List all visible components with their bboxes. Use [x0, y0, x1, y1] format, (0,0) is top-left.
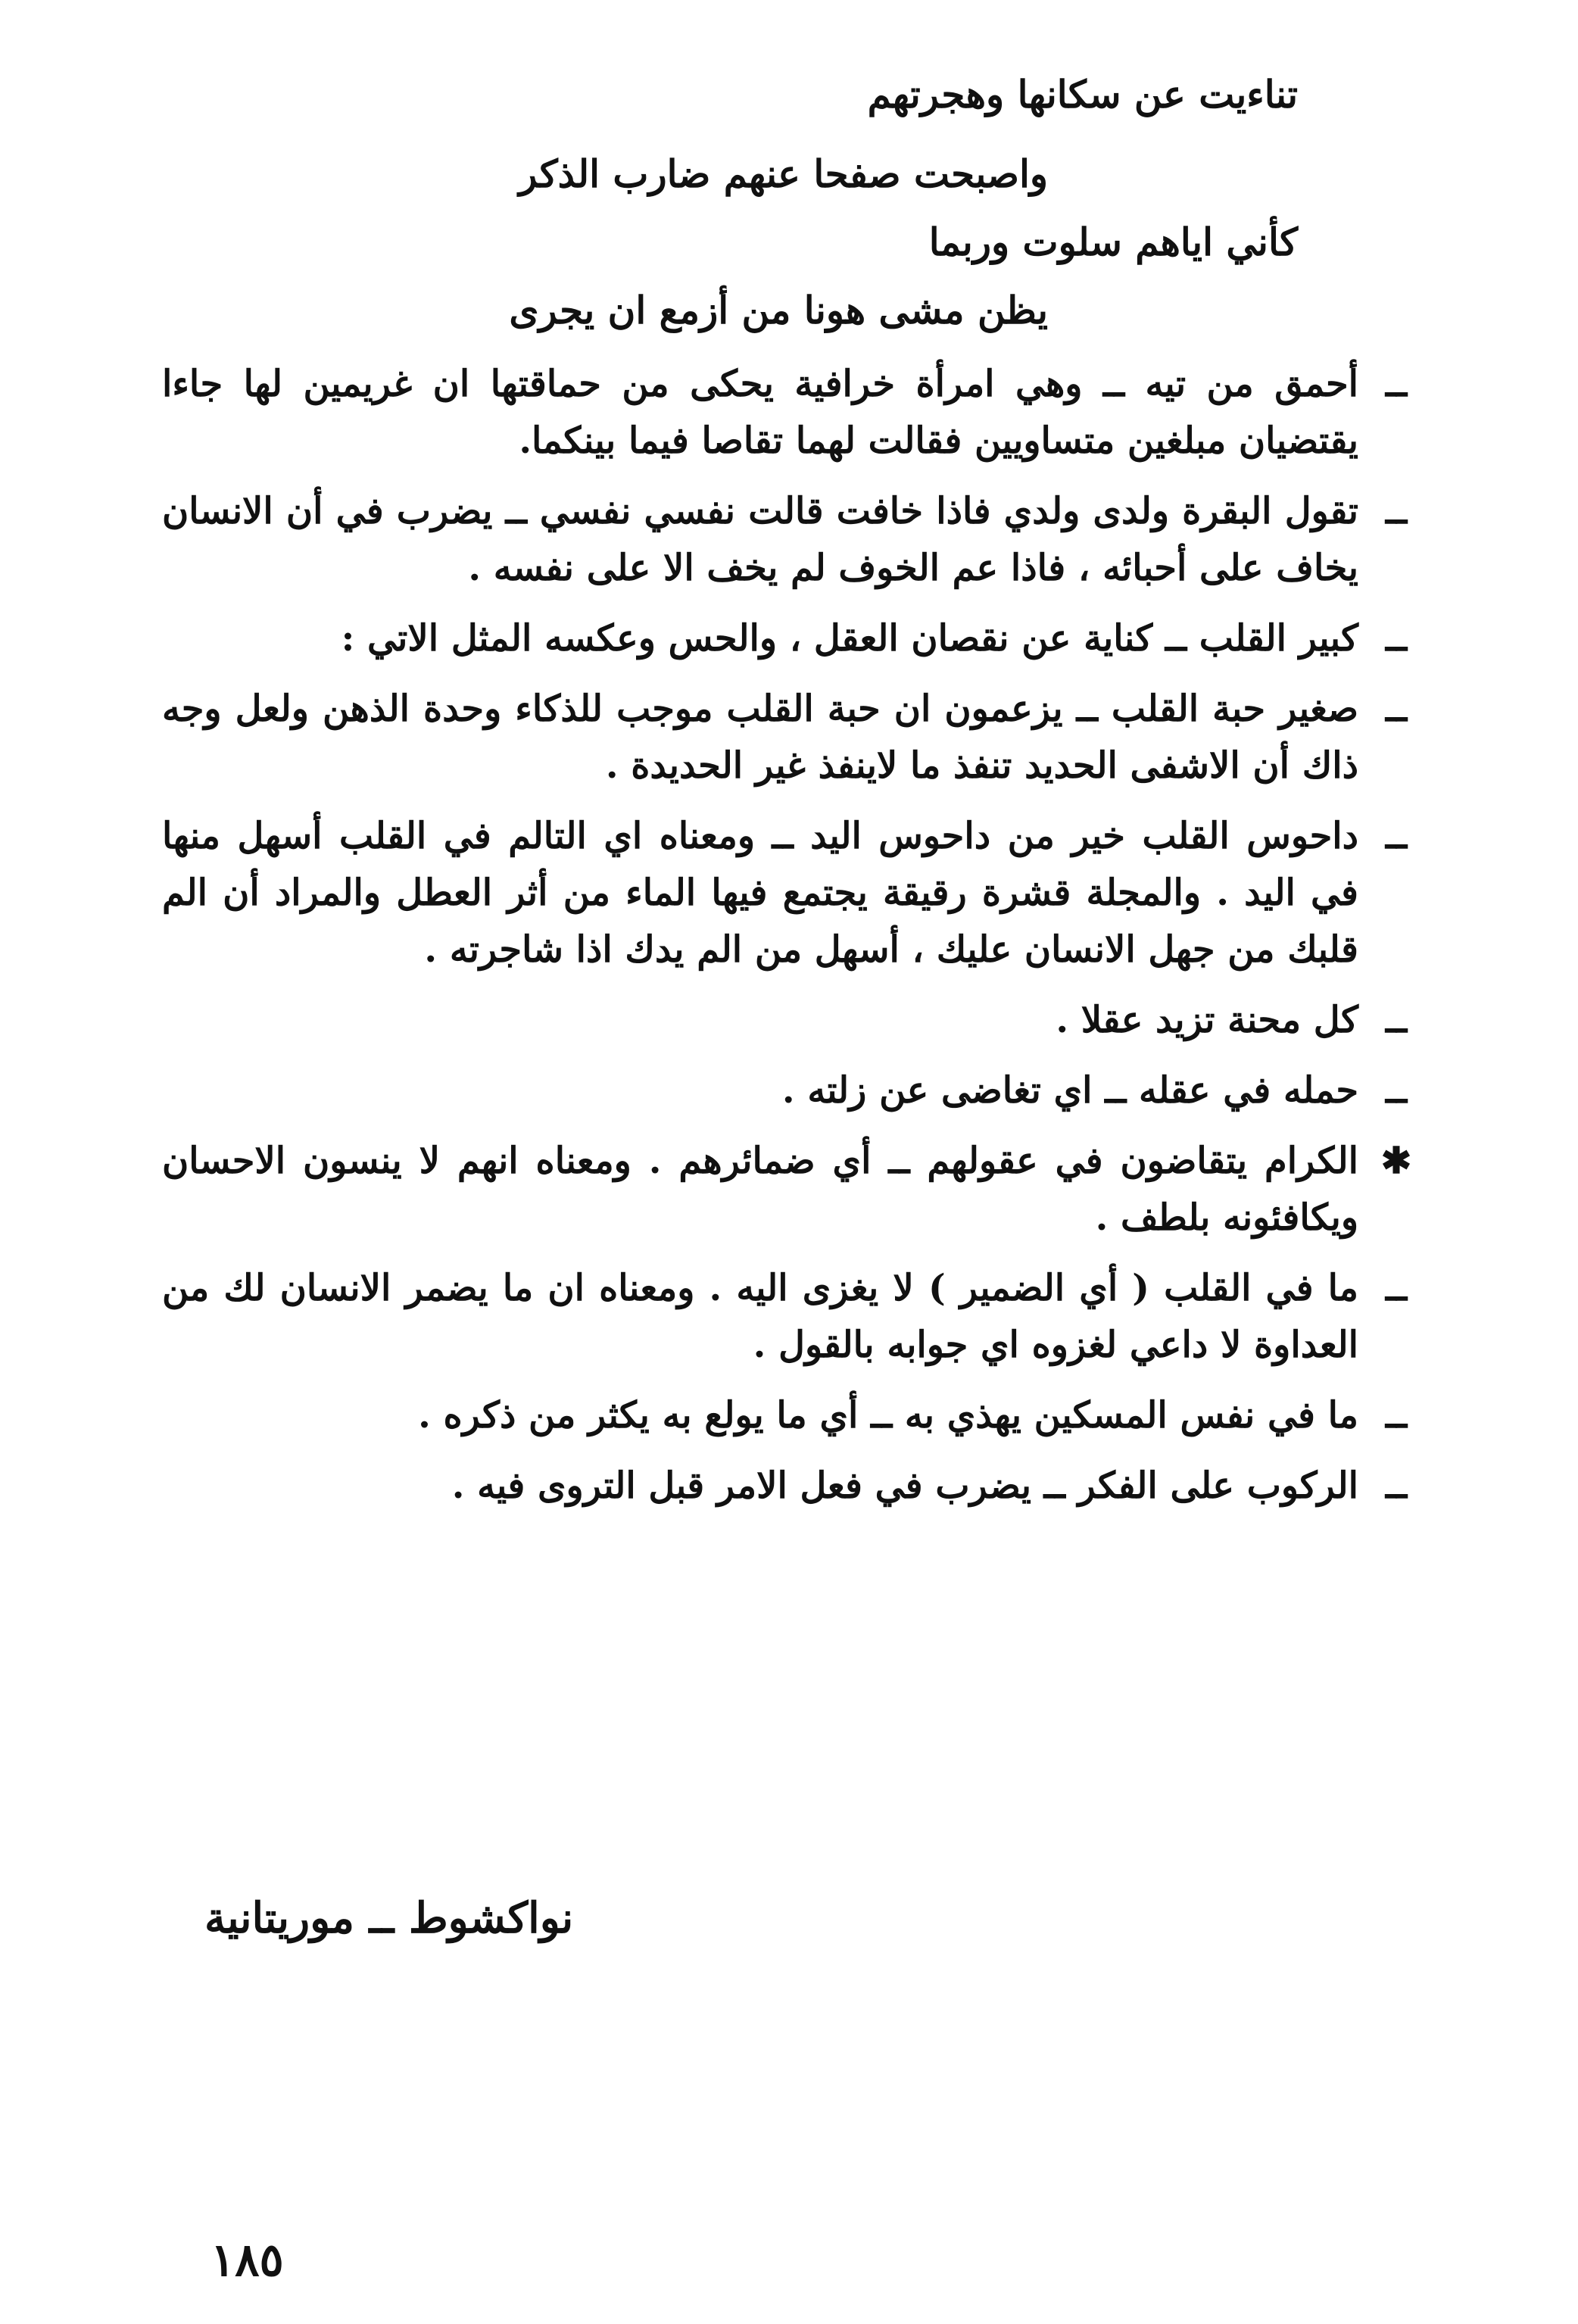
page-number: ١٨٥ [211, 2234, 284, 2287]
entry-text: تقول البقرة ولدى ولدي فاذا خافت قالت نفسي نفسي ــ يضرب في أن الانسان يخاف على أحبائه ، فاذا عم الخوف لم يخف الا على نفسه . [162, 490, 1359, 589]
verse-line-3: كأني اياهم سلوت وربما [928, 220, 1298, 264]
list-item [162, 610, 1419, 667]
entry-text: صغير حبة القلب ــ يزعمون ان حبة القلب موجب للذكاء وحدة الذهن ولعل وجه ذاك أن الاشفى الحديد تنفذ ما لاينفذ غير الحديدة . [162, 688, 1358, 787]
list-item [162, 356, 1419, 469]
verse-line-4: يظن مشى هونا من أزمع ان يجرى [509, 288, 1048, 332]
entry-text: أحمق من تيه ــ وهي امرأة خرافية يحكى من حماقتها ان غريمين لها جاءا يقتضيان مبلغين متساويين فقالت لهما تقاصا فيما بينكما. [162, 363, 1358, 462]
signature-location: نواكشوط ــ موريتانية [204, 1893, 574, 1943]
dash-marker: ــ [1385, 1394, 1408, 1437]
dash-marker: ــ [1385, 815, 1408, 857]
list-item [162, 808, 1419, 978]
dash-marker: ــ [1385, 1069, 1408, 1112]
dash-marker: ــ [1385, 688, 1408, 730]
verse-line-1: تناءيت عن سكانها وهجرتهم [867, 72, 1298, 117]
entry-text: حمله في عقله ــ اي تغاضى عن زلته . [781, 1069, 1358, 1112]
entry-text: داحوس القلب خير من داحوس اليد ــ ومعناه اي التالم في القلب أسهل منها في اليد . والمجلة قشرة رقيقة يجتمع فيها الماء من أثر العطل والمراد أن الم قلبك من جهل الانسان عليك ، أسهل من الم يدك اذا شاجرته . [162, 815, 1358, 971]
verse-line-2: واصبحت صفحا عنهم ضارب الذكر [519, 151, 1048, 196]
list-item [162, 1062, 1419, 1119]
list-item [162, 483, 1419, 597]
list-item [162, 1387, 1419, 1444]
entry-text: الكرام يتقاضون في عقولهم ــ أي ضمائرهم . ومعناه انهم لا ينسون الاحسان ويكافئونه بلطف . [162, 1140, 1358, 1239]
dash-marker: ــ [1385, 1465, 1408, 1507]
dash-marker: ــ [1385, 363, 1408, 405]
list-item [162, 1133, 1419, 1246]
dash-marker: ــ [1385, 490, 1408, 532]
proverb-list [162, 356, 1419, 1528]
dash-marker: ــ [1385, 617, 1408, 660]
asterisk-icon: ✱ [1380, 1140, 1412, 1182]
entry-text: كل محنة تزيد عقلا . [1056, 999, 1358, 1041]
entry-text: كبير القلب ــ كناية عن نقصان العقل ، والحس وعكسه المثل الاتي : [341, 617, 1358, 660]
entry-text: ما في القلب ( أي الضمير ) لا يغزى اليه . ومعناه ان ما يضمر الانسان لك من العداوة لا داعي لغزوه اي جوابه بالقول . [162, 1267, 1358, 1366]
list-item [162, 992, 1419, 1049]
dash-marker: ــ [1385, 1267, 1408, 1309]
list-item [162, 1260, 1419, 1374]
list-item [162, 1458, 1419, 1514]
dash-marker: ــ [1385, 999, 1408, 1041]
list-item [162, 681, 1419, 794]
entry-text: الركوب على الفكر ــ يضرب في فعل الامر قبل التروى فيه . [451, 1465, 1358, 1507]
entry-text: ما في نفس المسكين يهذي به ــ أي ما يولع به يكثر من ذكره . [418, 1394, 1358, 1437]
